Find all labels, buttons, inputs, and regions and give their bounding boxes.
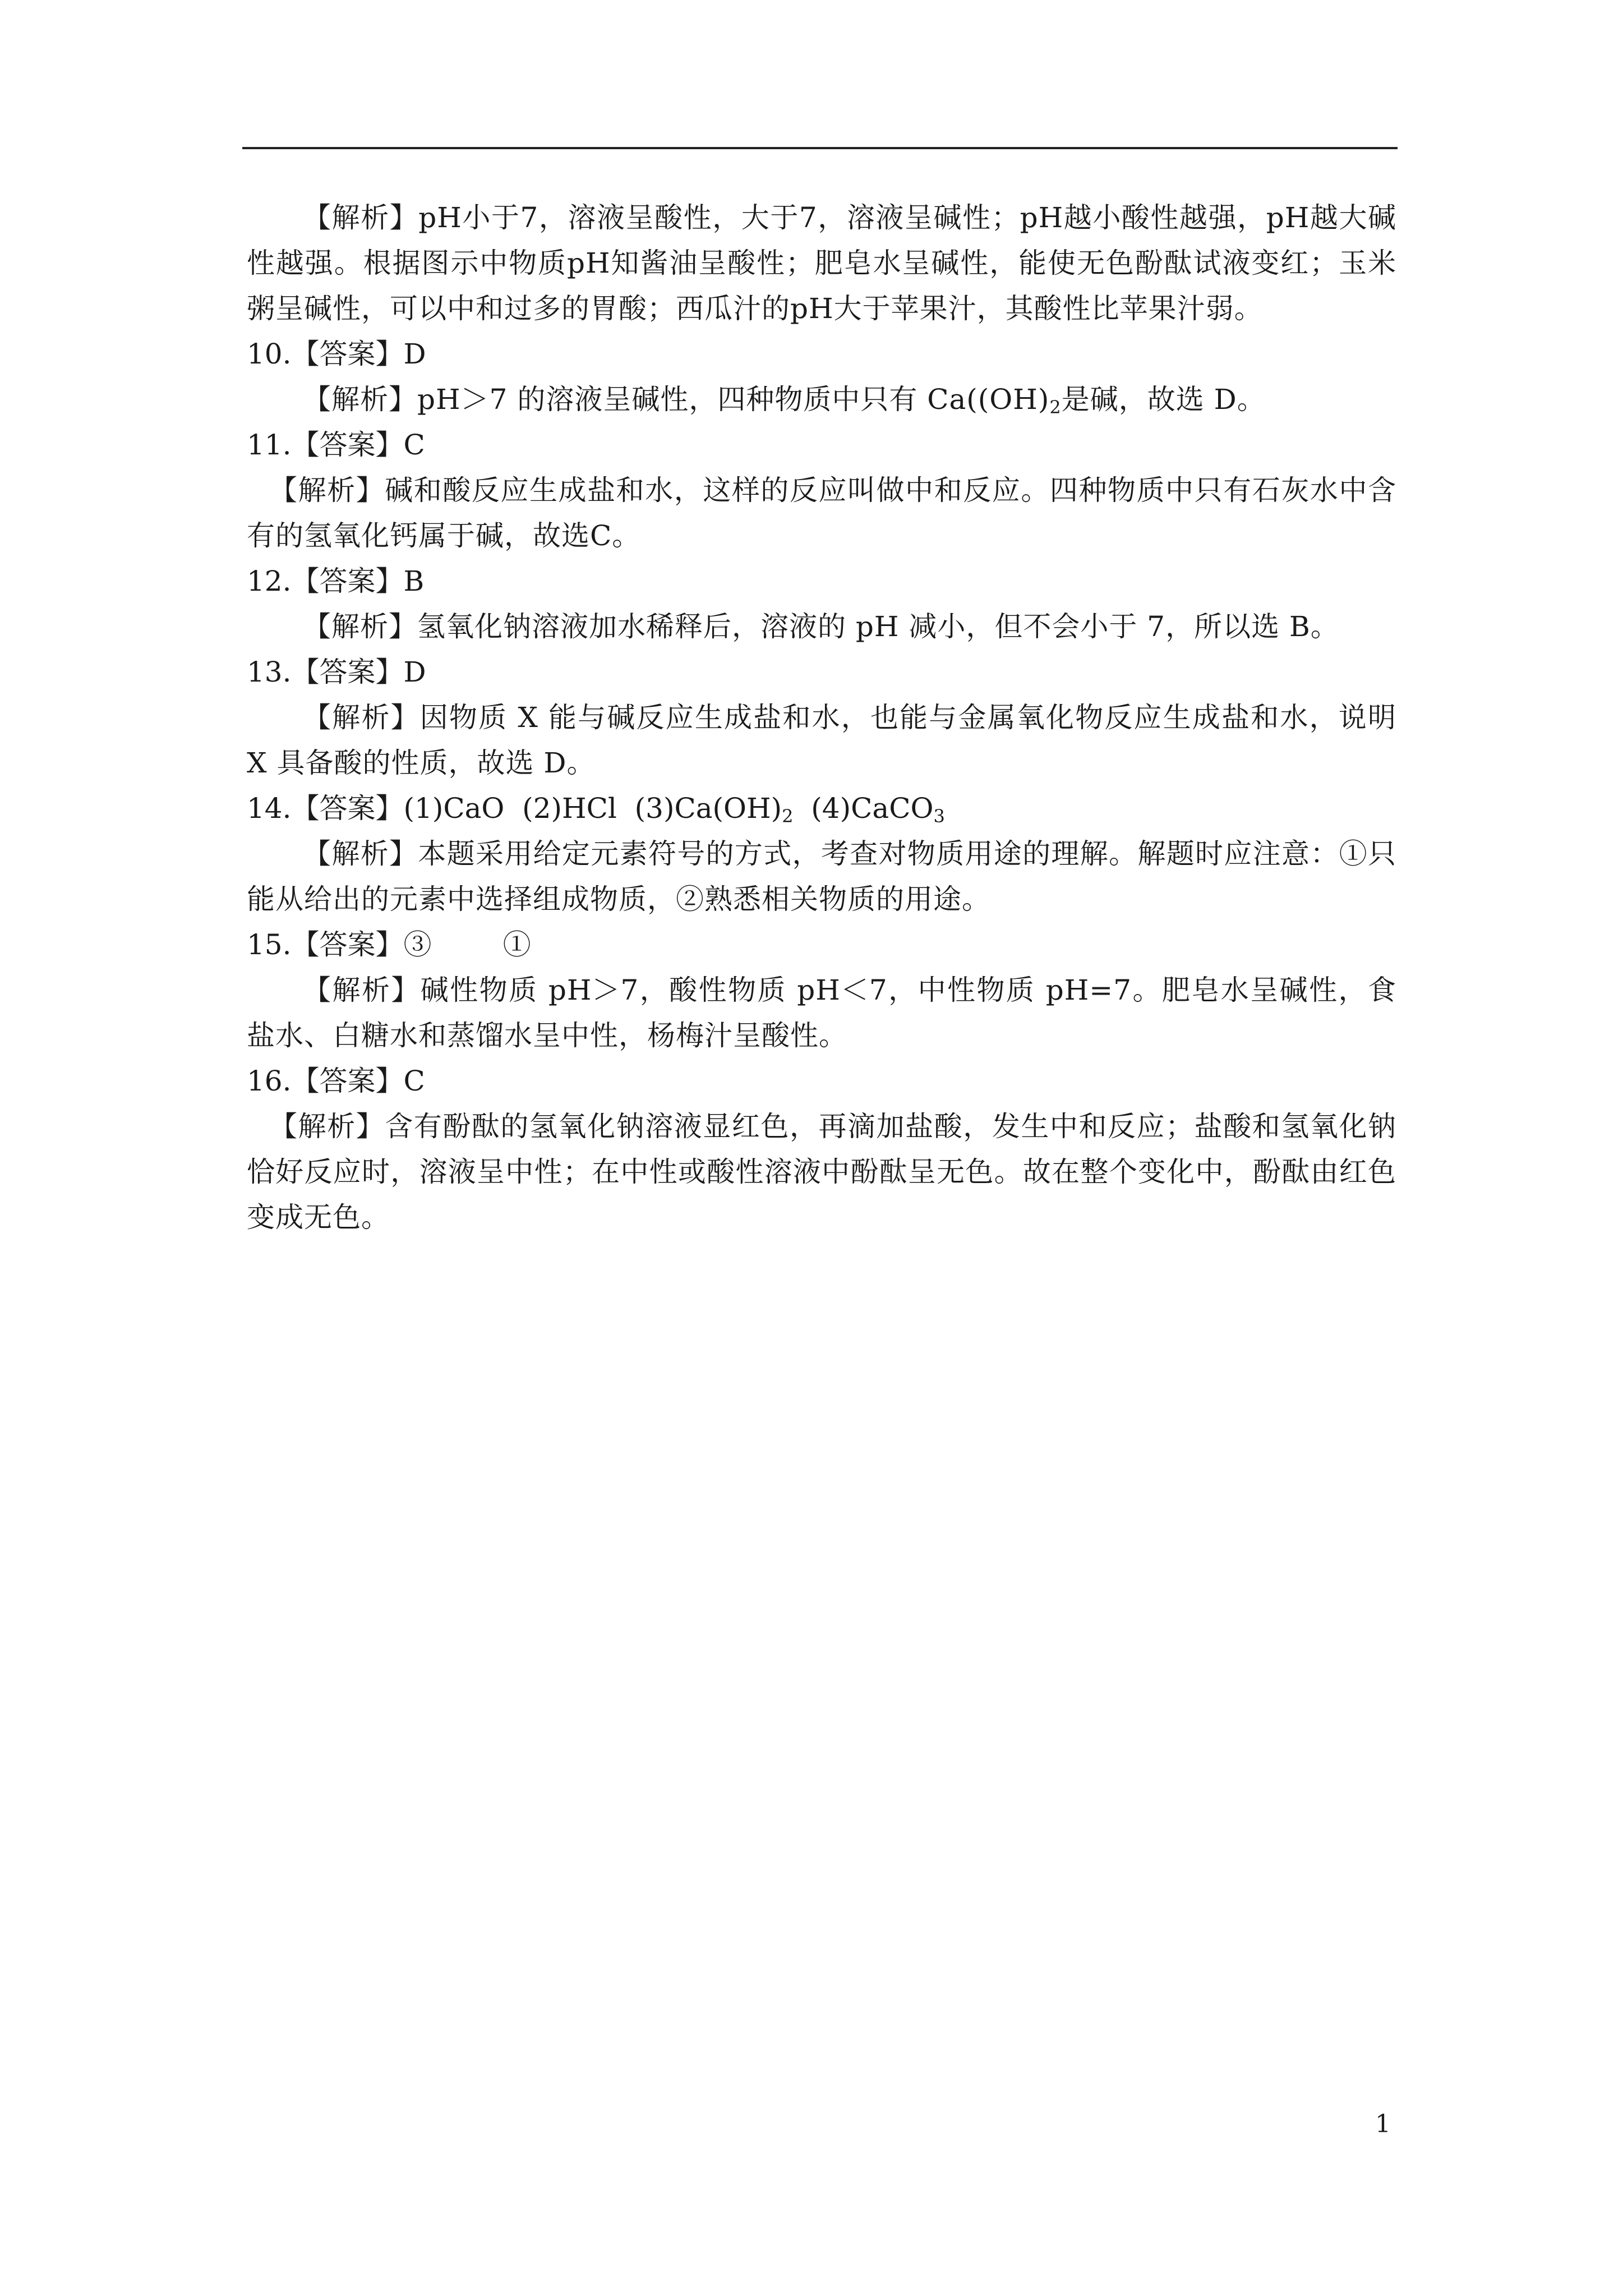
analysis-11: 【解析】碱和酸反应生成盐和水，这样的反应叫做中和反应。四种物质中只有石灰水中含有的氢氧化钙属于碱，故选C。 xyxy=(247,474,1396,552)
page-number: 1 xyxy=(1375,2110,1391,2138)
analysis-15: 【解析】碱性物质 pH＞7，酸性物质 pH＜7，中性物质 pH=7。肥皂水呈碱性，食盐水、白糖水和蒸馏水呈中性，杨梅汁呈酸性。 xyxy=(247,974,1396,1052)
answer-13: 13.【答案】D xyxy=(247,656,426,688)
answer-14-text-end: (4)CaCO xyxy=(793,792,934,825)
answer-15: 15.【答案】③ ① xyxy=(247,928,531,961)
analysis-10-text-end: 是碱，故选 D。 xyxy=(1061,383,1266,416)
analysis-10-subscript: 2 xyxy=(1049,397,1062,418)
answer-14-subscript-2: 3 xyxy=(933,806,945,827)
analysis-13: 【解析】因物质 X 能与碱反应生成盐和水，也能与金属氧化物反应生成盐和水，说明 X 具备酸的性质，故选 D。 xyxy=(247,701,1396,779)
analysis-10 xyxy=(247,377,1396,422)
analysis-14: 【解析】本题采用给定元素符号的方式，考查对物质用途的理解。解题时应注意：①只能从给出的元素中选择组成物质，②熟悉相关物质的用途。 xyxy=(247,838,1396,915)
answer-10: 10.【答案】D xyxy=(247,338,426,370)
analysis-9: 【解析】pH小于7，溶液呈酸性，大于7，溶液呈碱性；pH越小酸性越强，pH越大碱性越强。根据图示中物质pH知酱油呈酸性；肥皂水呈碱性，能使无色酚酞试液变红；玉米粥呈碱性，可以中和过多的胃酸；西瓜汁的pH大于苹果汁，其酸性比苹果汁弱。 xyxy=(247,201,1396,325)
document-body xyxy=(247,195,1396,1240)
answer-16: 16.【答案】C xyxy=(247,1065,425,1097)
answer-12: 12.【答案】B xyxy=(247,565,425,597)
analysis-16: 【解析】含有酚酞的氢氧化钠溶液显红色，再滴加盐酸，发生中和反应；盐酸和氢氧化钠恰好反应时，溶液呈中性；在中性或酸性溶液中酚酞呈无色。故在整个变化中，酚酞由红色变成无色。 xyxy=(247,1110,1396,1234)
header-rule xyxy=(242,147,1398,149)
answer-14-text: 14.【答案】(1)CaO (2)HCl (3)Ca(OH) xyxy=(247,792,782,825)
answer-11: 11.【答案】C xyxy=(247,429,425,461)
analysis-10-text: 【解析】pH＞7 的溶液呈碱性，四种物质中只有 Ca((OH) xyxy=(303,383,1050,416)
analysis-12: 【解析】氢氧化钠溶液加水稀释后，溶液的 pH 减小，但不会小于 7，所以选 B。 xyxy=(303,610,1339,643)
answer-14-subscript-1: 2 xyxy=(782,806,794,827)
answer-14 xyxy=(247,786,1396,831)
